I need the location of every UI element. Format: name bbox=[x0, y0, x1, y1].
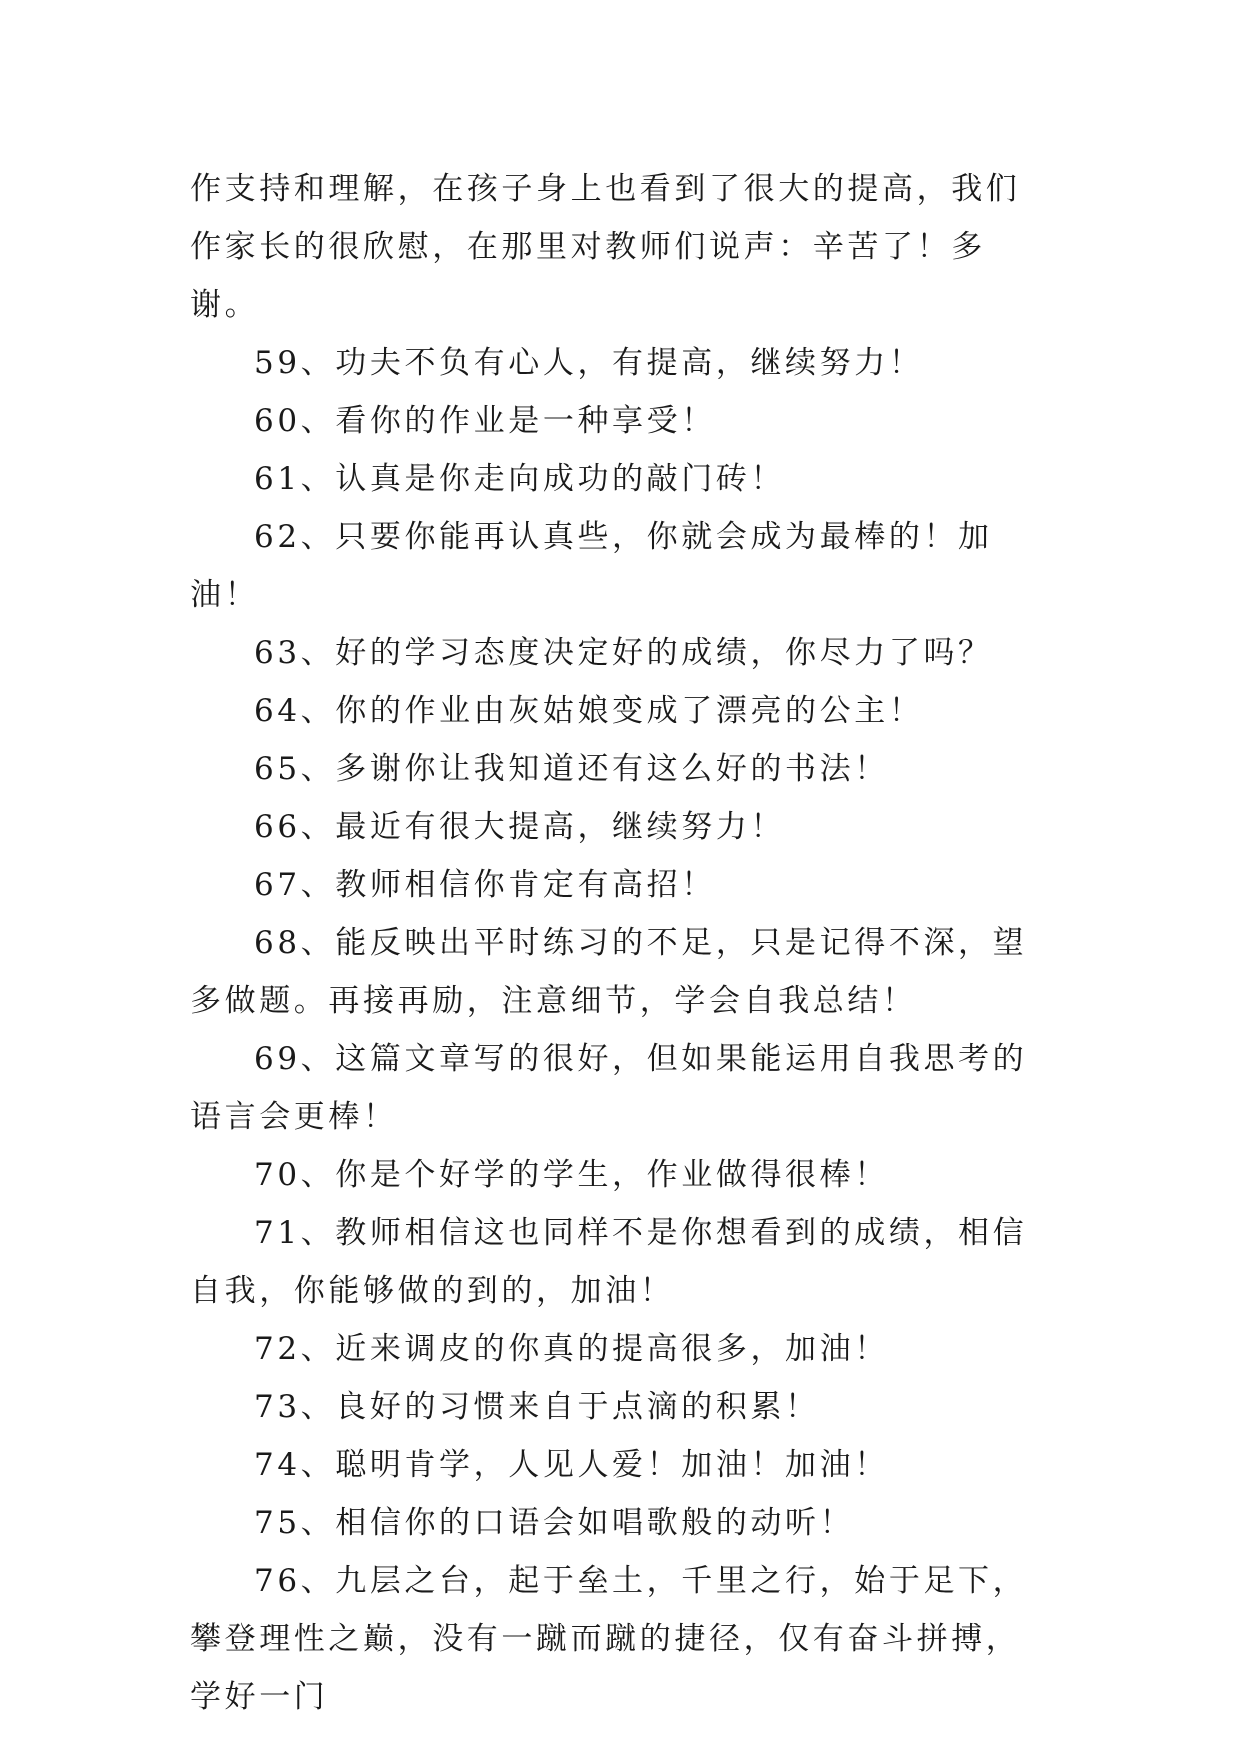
comment-item-66: 66、最近有很大提高，继续努力！ bbox=[254, 809, 786, 845]
comment-item-74: 74、聪明肯学，人见人爱！加油！加油！ bbox=[254, 1447, 889, 1483]
comment-item-75: 75、相信你的口语会如唱歌般的动听！ bbox=[254, 1505, 855, 1541]
document-body bbox=[190, 160, 1050, 1726]
paragraph-continuation: 作支持和理解，在孩子身上也看到了很大的提高，我们作家长的很欣慰，在那里对教师们说声：辛苦了！多谢。 bbox=[190, 171, 1021, 323]
comment-item-71: 71、教师相信这也同样不是你想看到的成绩，相信自我，你能够做的到的，加油！ bbox=[190, 1215, 1028, 1309]
comment-item-65: 65、多谢你让我知道还有这么好的书法！ bbox=[254, 751, 889, 787]
comment-item-61: 61、认真是你走向成功的敲门砖！ bbox=[254, 461, 786, 497]
comment-item-69: 69、这篇文章写的很好，但如果能运用自我思考的语言会更棒！ bbox=[190, 1041, 1028, 1135]
comment-item-67: 67、教师相信你肯定有高招！ bbox=[254, 867, 716, 903]
comment-item-64: 64、你的作业由灰姑娘变成了漂亮的公主！ bbox=[254, 693, 924, 729]
comment-item-72: 72、近来调皮的你真的提高很多，加油！ bbox=[254, 1331, 889, 1367]
comment-item-60: 60、看你的作业是一种享受！ bbox=[254, 403, 716, 439]
comment-item-68: 68、能反映出平时练习的不足，只是记得不深，望多做题。再接再励，注意细节，学会自我总结！ bbox=[190, 925, 1028, 1019]
comment-item-63: 63、好的学习态度决定好的成绩，你尽力了吗？ bbox=[254, 635, 993, 671]
comment-item-73: 73、良好的习惯来自于点滴的积累！ bbox=[254, 1389, 820, 1425]
comment-item-59: 59、功夫不负有心人，有提高，继续努力！ bbox=[254, 345, 924, 381]
comment-item-70: 70、你是个好学的学生，作业做得很棒！ bbox=[254, 1157, 889, 1193]
comment-item-76: 76、九层之台，起于垒土，千里之行，始于足下，攀登理性之巅，没有一蹴而蹴的捷径，仅有奋斗拼搏，学好一门 bbox=[190, 1563, 1028, 1715]
comment-item-62: 62、只要你能再认真些，你就会成为最棒的！加油！ bbox=[190, 519, 993, 613]
